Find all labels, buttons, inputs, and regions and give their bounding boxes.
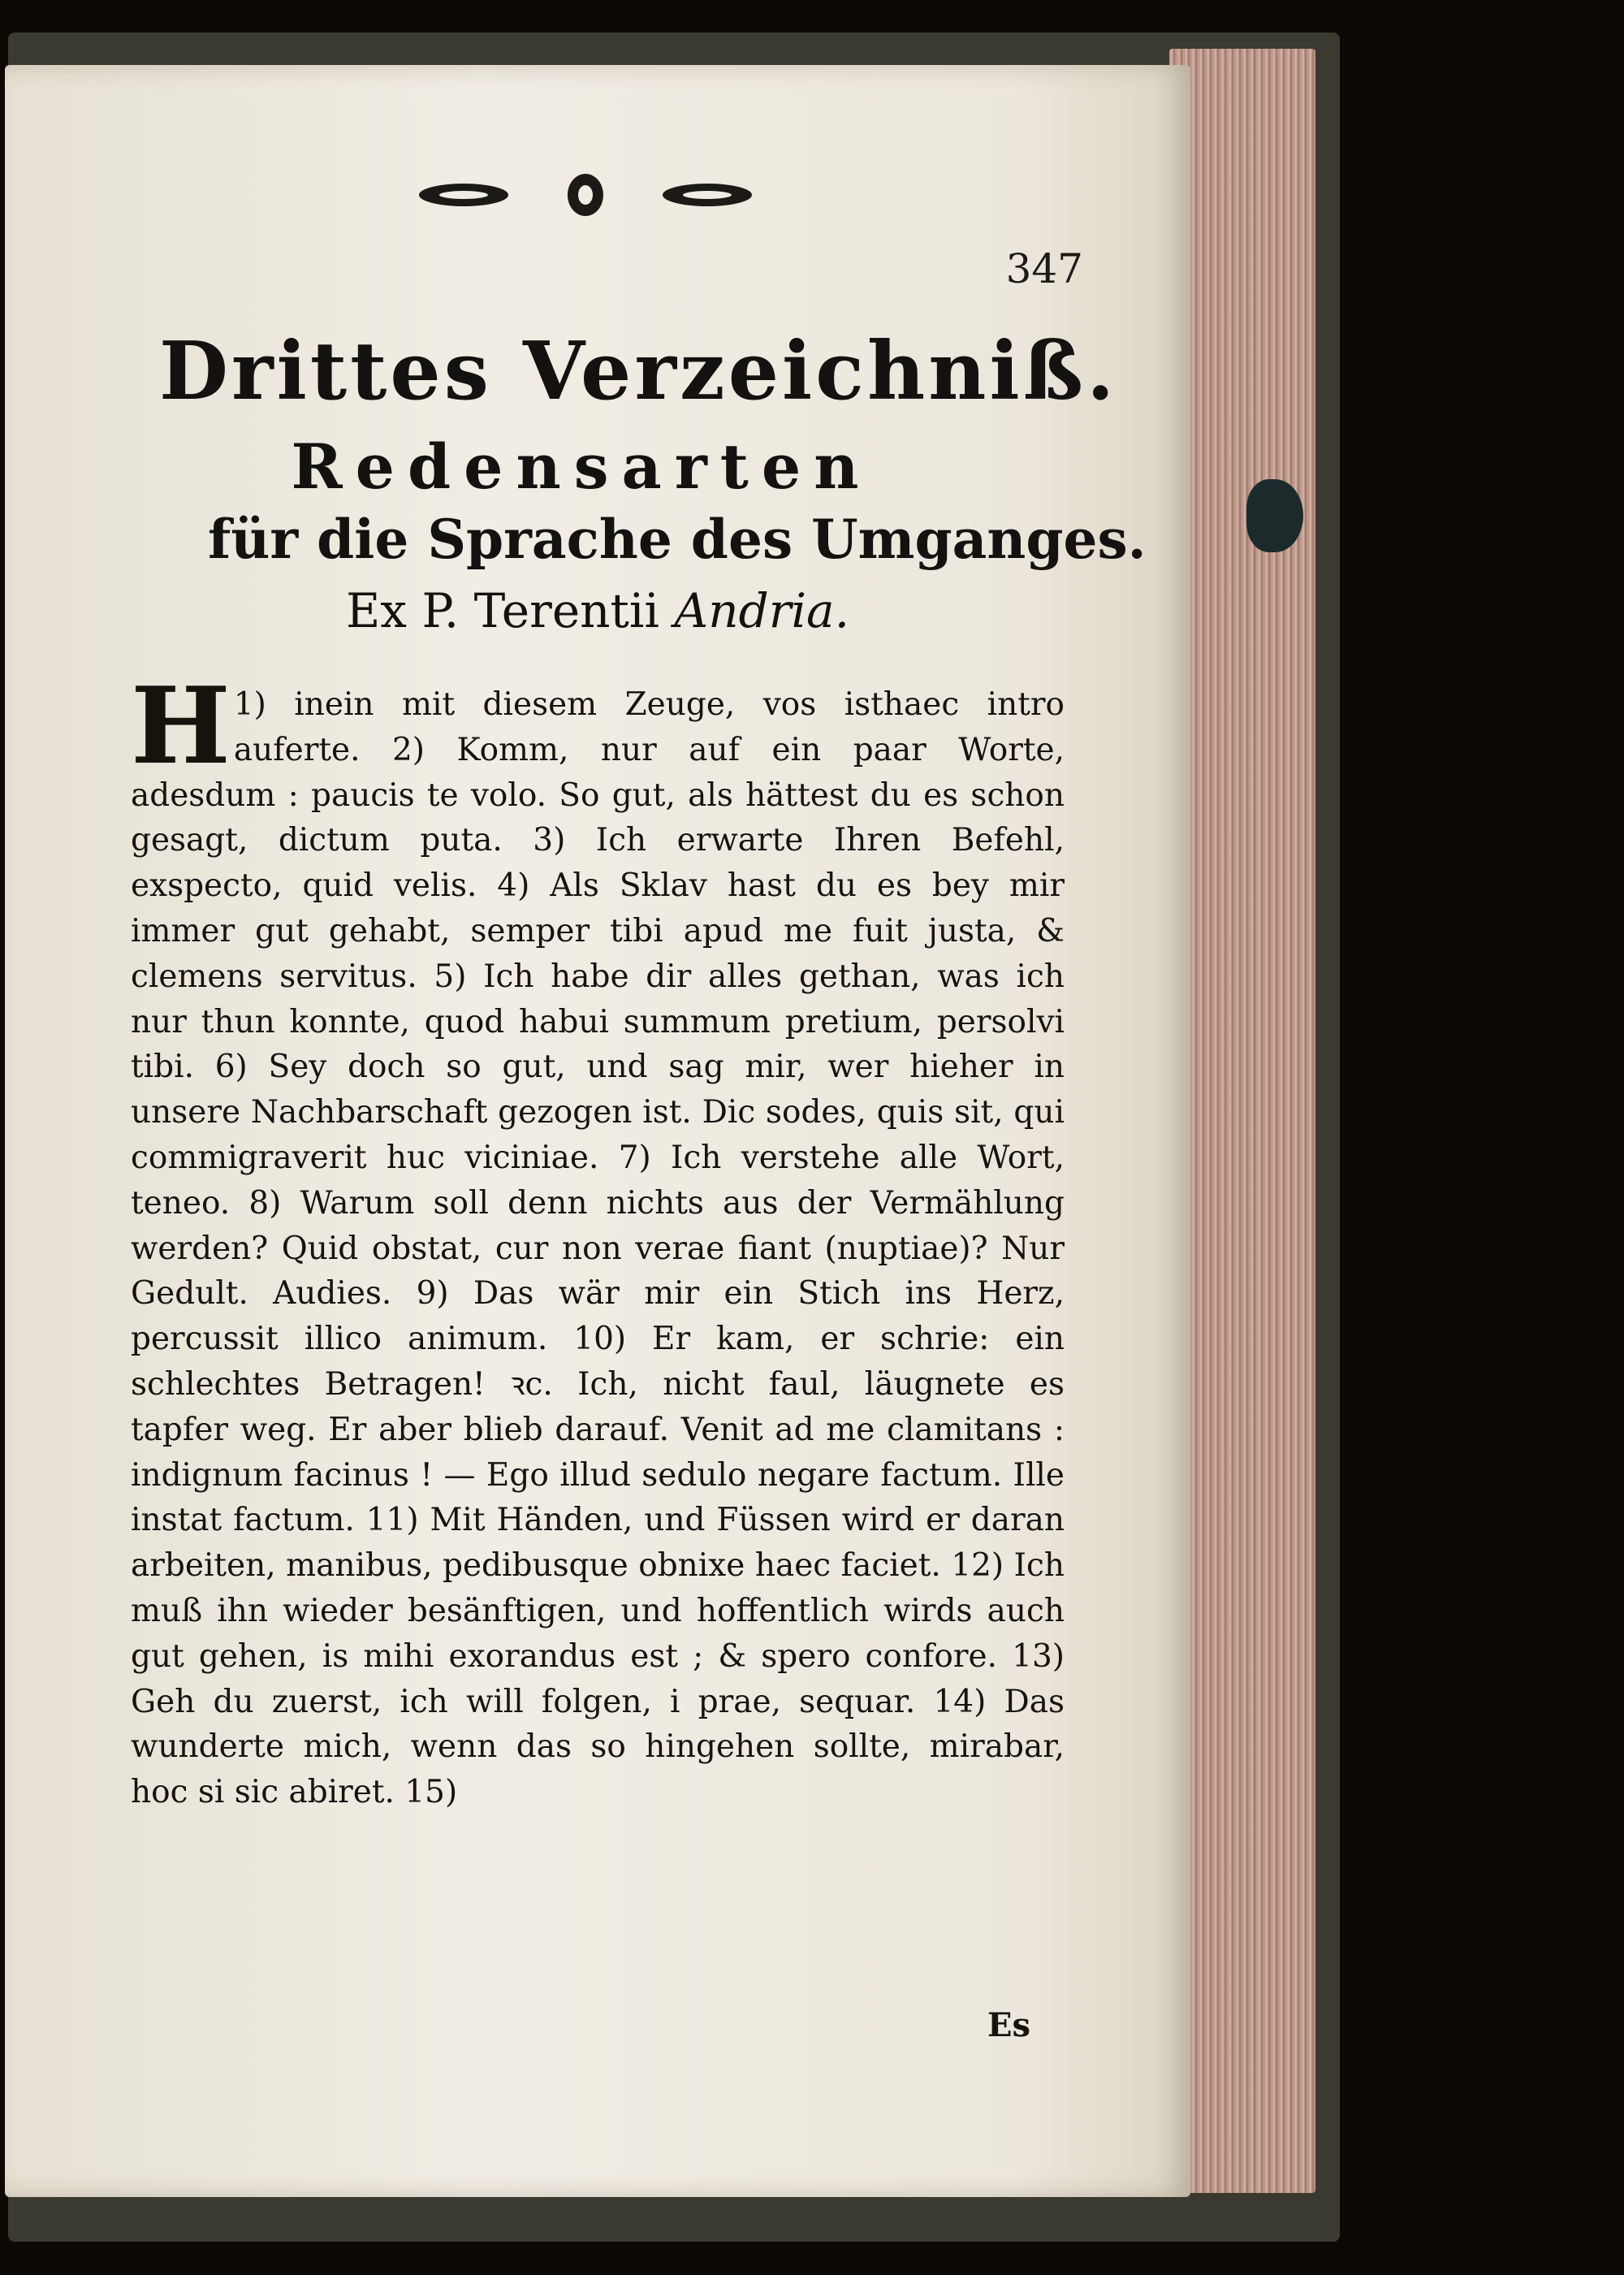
- ornament-icon: [415, 171, 756, 219]
- drop-cap: H: [131, 664, 231, 788]
- body-text: 1) inein mit diesem Zeuge, vos isthaec intro auferte. 2) Komm, nur auf ein paar Worte, adesdum : paucis te volo. So gut, als hättest du es schon gesagt, dictum puta. 3) Ich erwarte Ihren Befehl, exspecto, quid velis. 4) Als Sklav hast du es bey mir immer gut gehabt, semper tibi apud me fuit justa, & clemens servitus. 5) Ich habe dir alles gethan, was ich nur thun konnte, quod habui summum pretium, persolvi tibi. 6) Sey doch so gut, und sag mir, wer hieher in unsere Nachbarschaft gezogen ist. Dic sodes, quis sit, qui commigraverit huc viciniae. 7) Ich verstehe alle Wort, teneo. 8) Warum soll denn nichts aus der Vermählung werden? Quid obstat, cur non verae fiant (nuptiae)? Nur Gedult. Audies. 9) Das wär mir ein Stich ins Herz, percussit illico animum. 10) Er kam, er schrie: ein schlechtes Betragen! ꝛc. Ich, nicht faul, läugnete es tapfer weg. Er aber blieb darauf. Venit ad me clamitans : indignum facinus ! — Ego illud sedulo negare factum. Ille instat factum. 11) Mit Händen, und Füssen wird er daran arbeiten, manibus, pedibusque obnixe haec faciet. 12) Ich muß ihn wieder besänftigen, und hoffentlich wirds auch gut gehen, is mihi exorandus est ; & spero confore. 13) Geh du zuerst, ich will folgen, i prae, sequar. 14) Das wunderte mich, wenn das so hingehen sollte, mirabar, hoc si sic abiret. 15): [131, 686, 1065, 1811]
- page-number: 347: [1005, 245, 1083, 292]
- section-subtitle: für die Sprache des Umganges.: [208, 508, 1147, 571]
- source-line: [313, 583, 882, 638]
- source-title: Andria.: [674, 583, 850, 638]
- catchword: Es: [987, 2006, 1031, 2044]
- page-title: Drittes Verzeichniß.: [159, 325, 1118, 418]
- page-edges: [1169, 49, 1315, 2193]
- section-title: Redensarten: [291, 430, 872, 503]
- book-page: [5, 65, 1190, 2197]
- body-paragraph: [131, 664, 1065, 1815]
- source-prefix: Ex P. Terentii: [345, 583, 659, 638]
- bookmark-tab: [1246, 479, 1303, 552]
